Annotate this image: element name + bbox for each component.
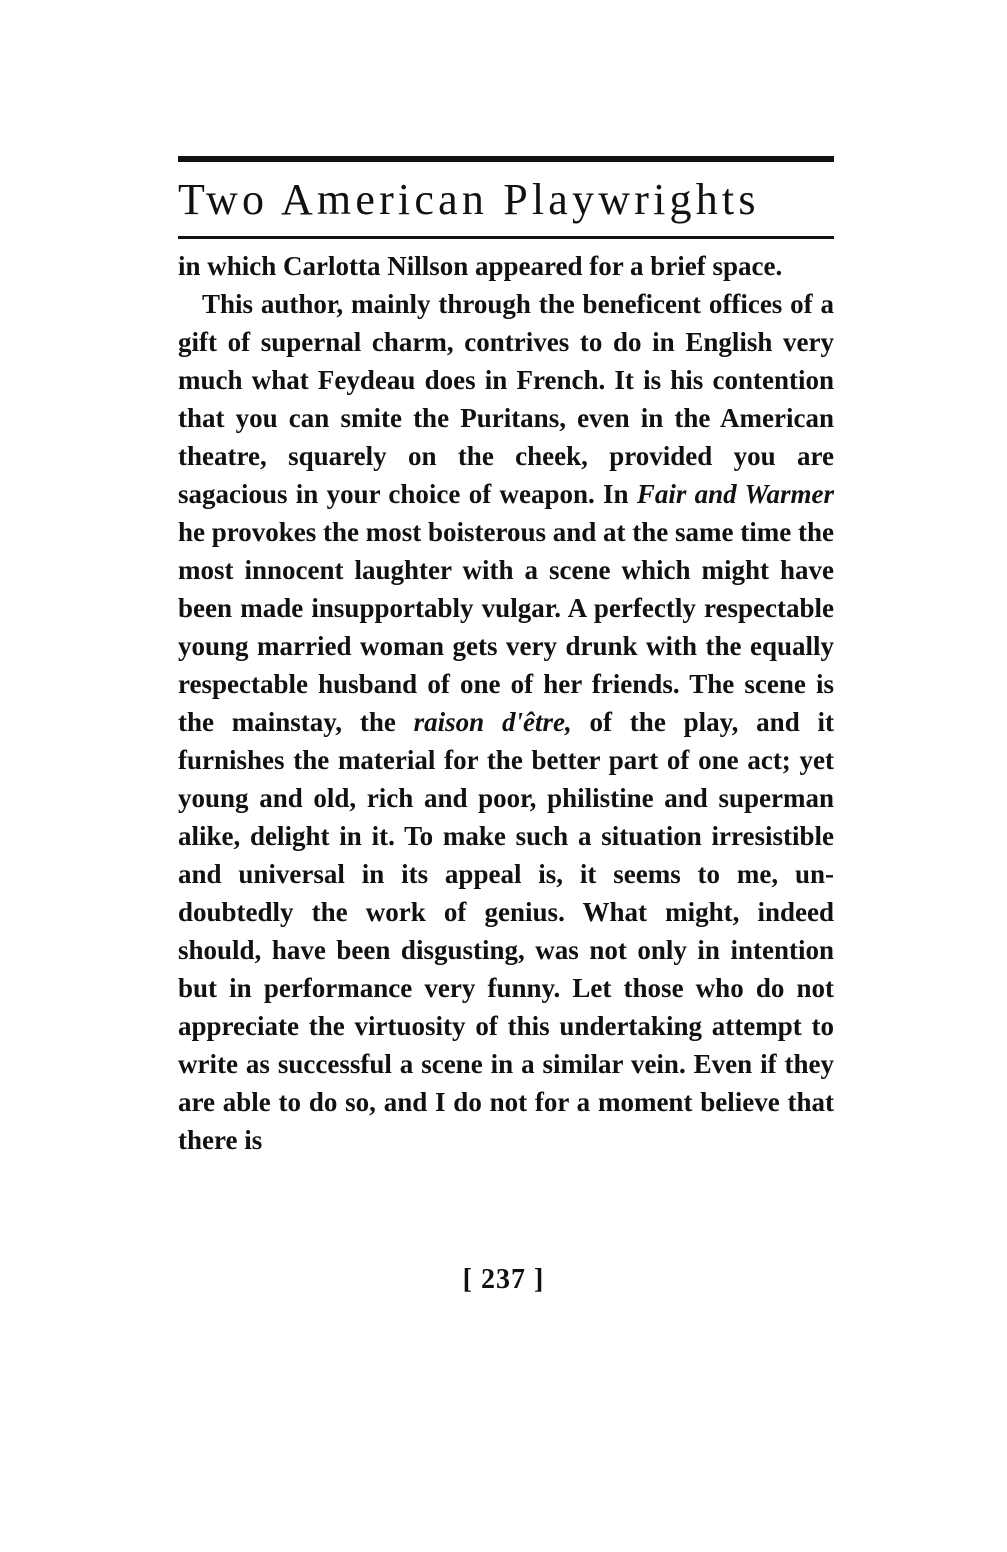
- page-content: [178, 156, 834, 1159]
- page-number: [ 237 ]: [462, 1264, 545, 1295]
- body-text: [178, 247, 834, 1159]
- running-title: Two American Playwrights: [178, 175, 760, 224]
- header-top-rule: [178, 156, 834, 162]
- paragraph-text-3: of the play, and it furnishes the material for the better part of one act; yet young and old, rich and poor, philistine and superman alike, delight in it. To make such a situation irresistible and universal in its appeal is, it seems to me, undoubtedly the work of genius. What might, indeed should, have been disgusting, was not only in intention but in performance very funny. Let those who do not appreciate the virtuosity of this undertaking attempt to write as successful a scene in a similar vein. Even if they are able to do so, and I do not for a moment believe that there is: [178, 707, 834, 1155]
- paragraph-main: [178, 285, 834, 1159]
- paragraph-text-1: This author, mainly through the beneficent offices of a gift of supernal charm, contrives to do in English very much what Feydeau does in French. It is his contention that you can smite the Puritans, even in the American theatre, squarely on the cheek, provided you are sagacious in your choice of weapon. In: [178, 289, 834, 509]
- header-bottom-rule: [178, 236, 834, 239]
- paragraph-continued: in which Carlotta Nillson appeared for a brief space.: [178, 251, 783, 281]
- raison-detre-italic: raison d'être,: [413, 707, 572, 737]
- paragraph-text-2: he provokes the most boisterous and at the same time the most innocent laughter with a scene which might have been made insupportably vulgar. A perfectly respectable young married woman gets very drunk with the equally respectable husband of one of her friends. The scene is the mainstay, the: [178, 517, 834, 737]
- play-title-italic: Fair and Warmer: [636, 479, 834, 509]
